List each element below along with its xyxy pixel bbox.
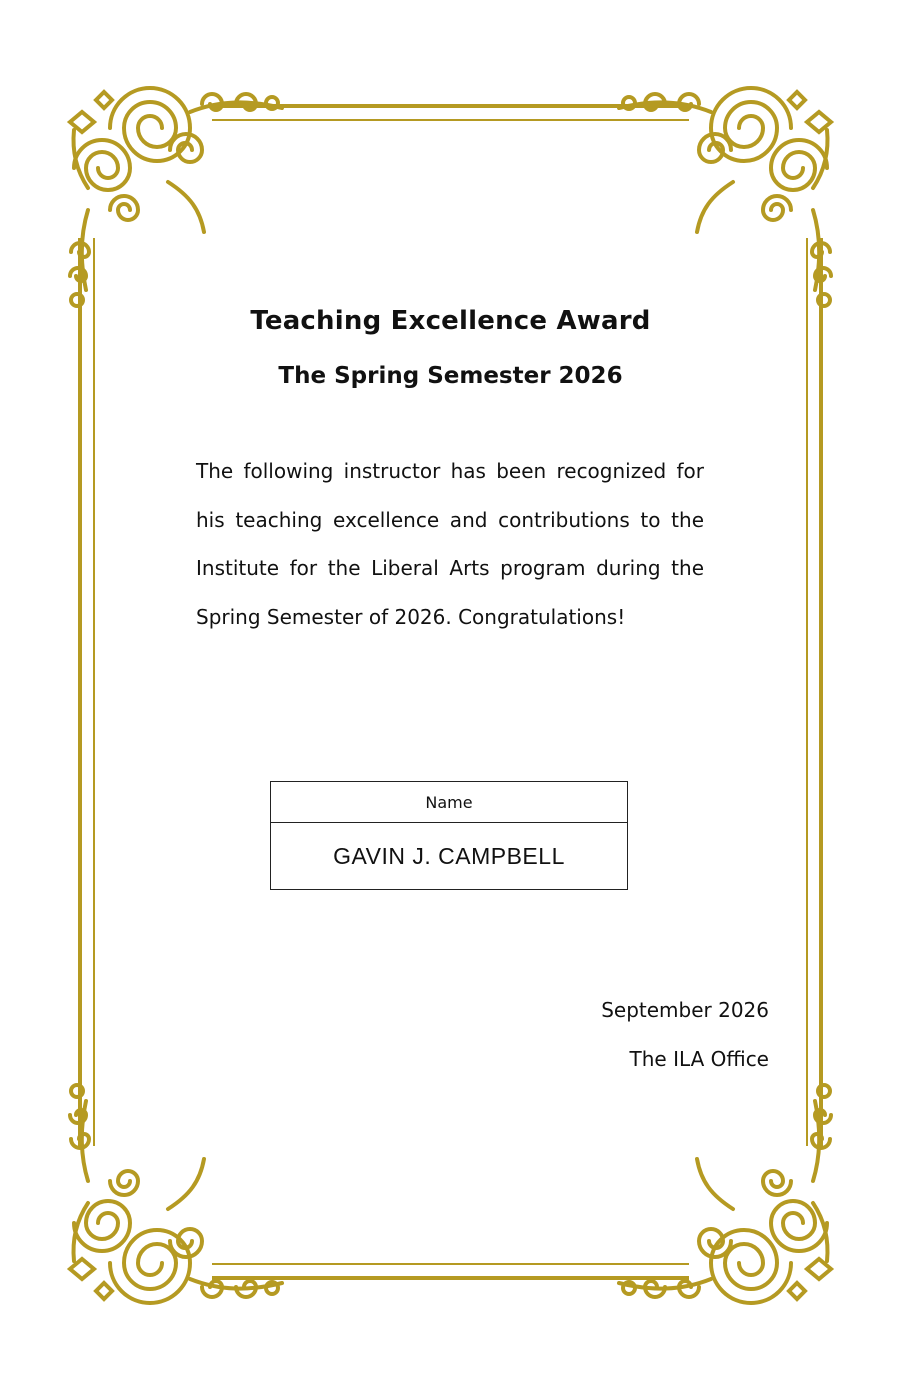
- issue-date: September 2026: [601, 998, 769, 1022]
- issuer-name: The ILA Office: [629, 1047, 769, 1071]
- recipient-name: GAVIN J. CAMPBELL: [333, 843, 565, 869]
- name-label: Name: [271, 782, 627, 823]
- name-box: [270, 781, 628, 890]
- award-title: Teaching Excellence Award: [250, 306, 651, 336]
- recognition-body-text: The following instructor has been recognized for his teaching excellence and contributions to the Institute for the Liberal Arts program during the Spring Semester of 2026. Congratulations!: [196, 459, 704, 629]
- semester-subtitle: The Spring Semester 2026: [278, 363, 623, 389]
